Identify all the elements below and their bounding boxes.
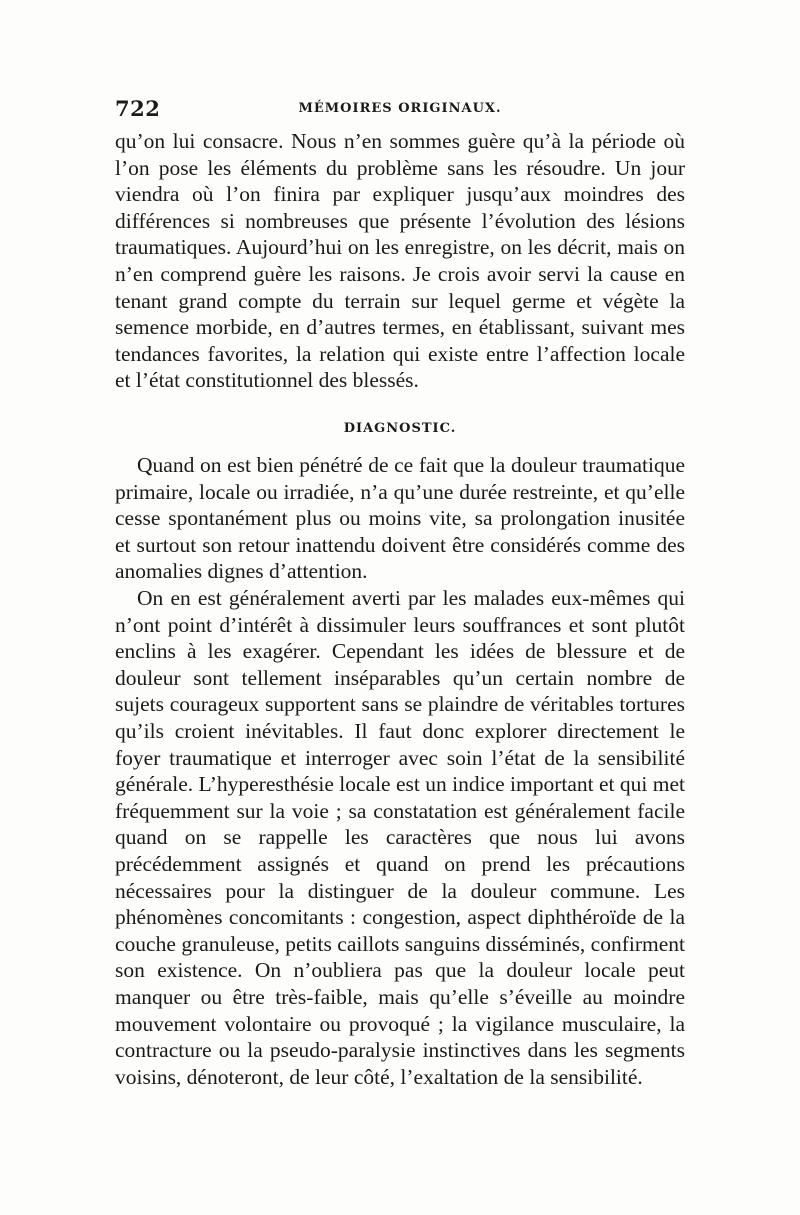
paragraph-text: Quand on est bien pénétré de ce fait que la douleur traumatique primaire, locale ou irradiée, n’a qu’une durée restreinte, et qu’elle cesse spontanément plus ou moins vite, sa prolongation inusitée et surtout son retour inattendu doivent être considérés comme des anomalies dignes d’attention. (115, 453, 685, 584)
paragraph-text: qu’on lui consacre. Nous n’en sommes guère qu’à la période où l’on pose les éléments du problème sans les résoudre. Un jour viendra où l’on finira par expliquer jusqu’aux moindres des différences si nombreuses que présente l’évolution des lésions traumatiques. Aujourd’hui on les enregistre, on les décrit, mais on n’en comprend guère les raisons. Je crois avoir servi la cause en tenant grand compte du terrain sur lequel germe et végète la semence morbide, en d’autres termes, en établissant, suivant mes tendances favorites, la relation qui existe entre l’affection locale et l’état constitutionnel des blessés. (115, 129, 685, 393)
page-number: 722 (115, 96, 161, 121)
paragraph-diagnostic-detail (115, 585, 685, 1090)
paragraph-continuation (115, 128, 685, 394)
running-title: MÉMOIRES ORIGINAUX. (298, 101, 502, 116)
section-heading: DIAGNOSTIC. (343, 421, 457, 436)
running-header (115, 96, 685, 126)
paragraph-text: On en est généralement averti par les malades eux-mêmes qui n’ont point d’intérêt à dissimuler leurs souffrances et sont plutôt enclins à les exagérer. Cependant les idées de blessure et de douleur sont tellement inséparables qu’un certain nombre de sujets courageux supportent sans se plaindre de véritables tortures qu’ils croient inévitables. Il faut donc explorer directement le foyer traumatique et interroger avec soin l’état de la sensibilité générale. L’hyperesthésie locale est un indice important et qui met fréquemment sur la voie ; sa constatation est généralement facile quand on se rappelle les caractères que nous lui avons précédemment assignés et quand on prend les précautions nécessaires pour la distinguer de la douleur commune. Les phénomènes concomitants : congestion, aspect diphthéroïde de la couche granuleuse, petits caillots sanguins disséminés, confirment son existence. On n’oubliera pas que la douleur locale peut manquer ou être très-faible, mais qu’elle s’éveille au moindre mouvement volontaire ou provoqué ; la vigilance musculaire, la contracture ou la pseudo-paralysie instinctives dans les segments voisins, dénoteront, de leur côté, l’exaltation de la sensibilité. (115, 586, 685, 1089)
paragraph-diagnostic-intro (115, 452, 685, 585)
